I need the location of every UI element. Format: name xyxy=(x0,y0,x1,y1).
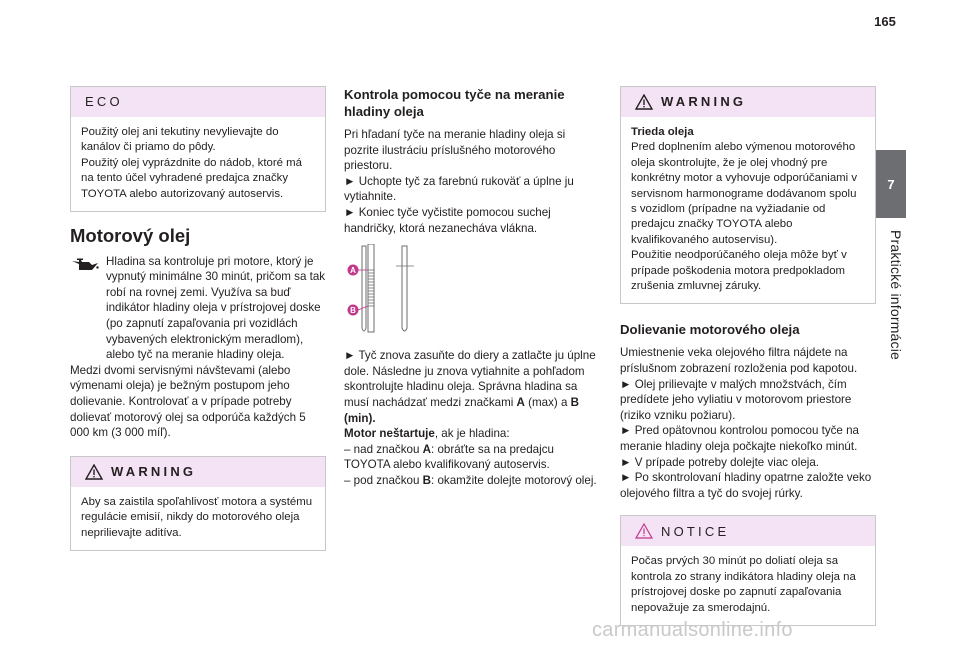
oil-intro-first xyxy=(106,254,326,363)
chapter-title: Praktické informácie xyxy=(888,230,904,361)
column-right xyxy=(620,86,876,626)
oil-can-icon xyxy=(70,254,106,363)
column-middle xyxy=(344,86,600,489)
engine-check-line xyxy=(344,426,600,442)
dipstick-p2: ► Uchopte tyč za farebnú rukoväť a úplne ju vytiahnite. xyxy=(344,174,574,204)
case-a-text: : obráťte sa na predajcu TOYOTA alebo kvalifikovaný autoservis. xyxy=(344,442,554,472)
case-b-text: : okamžite dolejte motorový olej. xyxy=(431,473,597,487)
warning-triangle-icon xyxy=(635,94,653,110)
notice-box-header xyxy=(621,516,875,546)
label-a: A xyxy=(350,266,356,276)
dipstick-p4-text: ► Tyč znova zasuňte do diery a zatlačte ju úplne dole. Následne ju znova vytiahnite a pohľadom skontrolujte hladinu oleja. Správna hladina sa musí nachádzať medzi značkami xyxy=(344,349,596,409)
label-b: B xyxy=(350,306,356,316)
case-a-prefix: – nad značkou xyxy=(344,442,423,456)
oil-intro-row xyxy=(70,254,326,363)
watermark: carmanualsonline.info xyxy=(592,619,793,641)
warning-box-2-text2: Použitie neodporúčaného oleja môže byť v prípade poškodenia motora predpokladom zrušenia zmluvnej záruky. xyxy=(631,249,847,293)
notice-box xyxy=(620,515,876,626)
notice-triangle-icon xyxy=(635,523,653,539)
refill-p1: Umiestnenie veka olejového filtra nájdete na príslušnom zobrazení rozloženia pod kapotou. xyxy=(620,346,858,376)
eco-box xyxy=(70,86,326,212)
chapter-tab: 7 xyxy=(876,150,906,218)
dipstick-p1: Pri hľadaní tyče na meranie hladiny oleja si pozrite ilustráciu príslušného motorového priestoru. xyxy=(344,128,566,173)
column-left xyxy=(70,86,326,551)
engine-check-heading: Motor neštartuje xyxy=(344,427,435,441)
warning-box-2-text: Pred doplnením alebo výmenou motorového oleja skontrolujte, že je olej vhodný pre konkrétny motor a vyhovuje odporúčaniami v servisnom harmonograme dodávanom spolu s vozidlom (prípadne na vyžiadanie od predajcu značky TOYOTA alebo kvalifikovaného autoservisu). xyxy=(631,141,858,246)
refill-p2: ► Olej prilievajte v malých množstvách, čím predídete jeho vyliatiu v motorovom priestore (riziko vzniku požiaru). xyxy=(620,377,852,422)
engine-check-tail: , ak je hladina: xyxy=(434,427,510,441)
dipstick-p3: ► Koniec tyče vyčistite pomocou suchej handričky, ktorá nezanecháva vlákna. xyxy=(344,205,551,235)
oil-intro-second: Medzi dvomi servisnými návštevami (alebo výmenami oleja) je bežným postupom jeho dolievanie. Kontrolovať a v prípade potreby dolievať motorový olej sa odporúča každých 5 000 km (3 000 míľ). xyxy=(70,363,306,440)
notice-box-body xyxy=(621,546,875,625)
warning-box-1-title: WARNING xyxy=(111,463,197,479)
warning-box-2-subtitle: Trieda oleja xyxy=(631,126,694,138)
warning-box-2-title: WARNING xyxy=(661,94,747,110)
case-a-mark: A xyxy=(422,442,432,456)
notice-box-title: NOTICE xyxy=(661,523,730,539)
eco-box-header xyxy=(71,87,325,117)
refill-heading: Dolievanie motorového oleja xyxy=(620,322,800,338)
case-b-prefix: – pod značkou xyxy=(344,473,423,487)
mark-b-min: B (min). xyxy=(344,395,580,425)
dipstick-heading: Kontrola pomocou tyče na meranie hladiny oleja xyxy=(344,87,565,119)
case-below-b xyxy=(344,473,600,489)
warning-box-1 xyxy=(70,456,326,551)
warning-box-2-header xyxy=(621,87,875,117)
warning-box-2 xyxy=(620,86,876,304)
refill-p4: ► V prípade potreby dolejte viac oleja. xyxy=(620,455,820,469)
dipstick-illustration xyxy=(344,244,600,336)
engine-oil-heading: Motorový olej xyxy=(70,225,191,247)
refill-p3: ► Pred opätovnou kontrolou pomocou tyče na meranie hladiny oleja počkajte niekoľko minút. xyxy=(620,424,859,454)
eco-line-1: Použitý olej ani tekutiny nevylievajte do kanálov či priamo do pôdy. xyxy=(81,126,279,154)
refill-p5: ► Po skontrolovaní hladiny opatrne založte veko olejového filtra a tyč do svojej rúrky. xyxy=(620,471,872,500)
oil-intro-first-text: Hladina sa kontroluje pri motore, ktorý je vypnutý minimálne 30 minút, pričom sa tak robí na rovnej zemi. Využíva sa buď indikátor hladiny oleja v prístrojovej doske (po zapnutí zapaľovania pri vozidlách vybavených elektronickým meradlom), alebo tyč na meranie hladiny oleja. xyxy=(106,254,326,362)
warning-box-1-text: Aby sa zaistila spoľahlivosť motora a systému regulácie emisií, nikdy do motorového oleja neprilievajte aditíva. xyxy=(81,495,313,539)
dipstick-drawing xyxy=(344,244,424,336)
notice-box-text: Počas prvých 30 minút po doliatí oleja sa kontrola zo strany indikátora hladiny oleja na prístrojovej doske po zapnutí zapaľovania nepovažuje za smerodajnú. xyxy=(631,555,856,614)
max-text: (max) a xyxy=(524,395,571,409)
eco-box-body xyxy=(71,117,325,211)
warning-triangle-icon xyxy=(85,464,103,480)
warning-box-2-body xyxy=(621,117,875,303)
eco-line-2: Použitý olej vyprázdnite do nádob, ktoré má na tento účel vyhradené predajca značky TOYOTA alebo autorizovaný autoservis. xyxy=(81,156,302,200)
case-above-a xyxy=(344,442,600,473)
mark-a: A xyxy=(516,395,525,409)
eco-box-title: ECO xyxy=(85,94,123,110)
page-number: 165 xyxy=(874,14,896,29)
warning-box-1-body xyxy=(71,487,325,550)
warning-box-1-header xyxy=(71,457,325,487)
case-b-mark: B xyxy=(422,473,432,487)
dipstick-p4 xyxy=(344,348,600,426)
